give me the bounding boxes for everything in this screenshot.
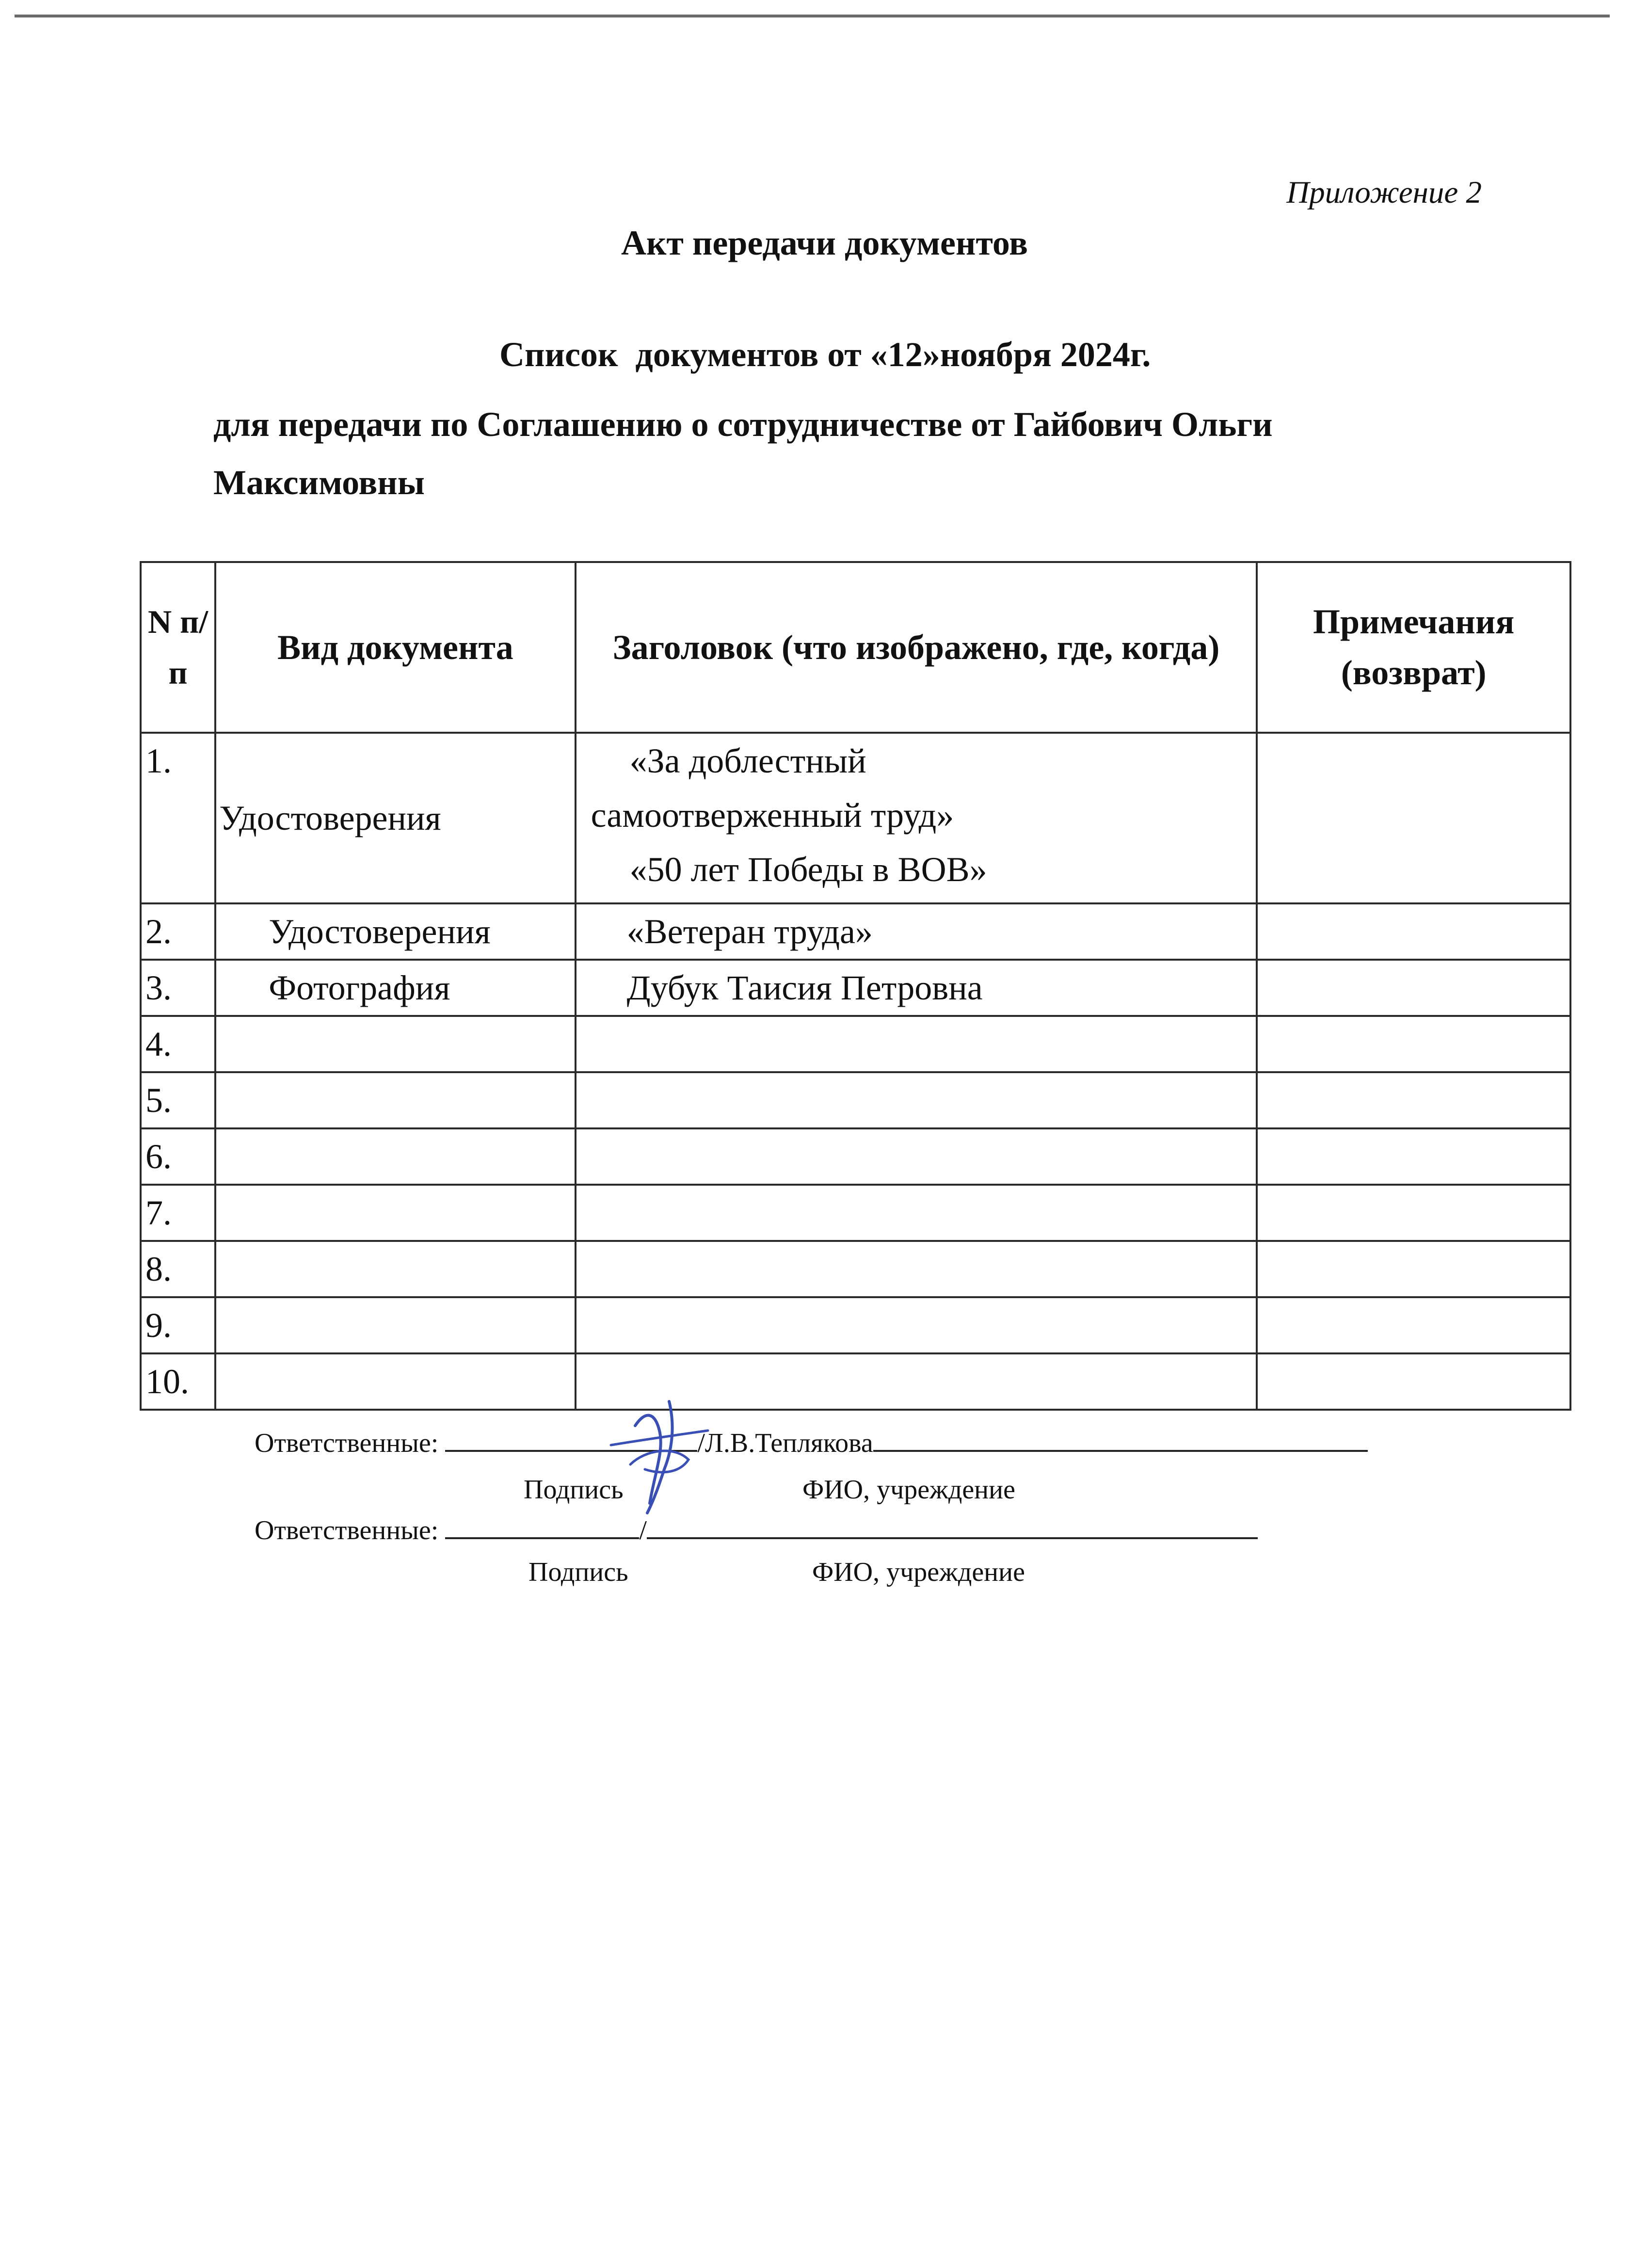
fio-blank xyxy=(647,1512,1258,1539)
header-kind: Вид документа xyxy=(215,562,575,733)
cell-notes xyxy=(1257,1128,1570,1185)
cell-number: 4. xyxy=(141,1016,215,1072)
documents-table-wrapper xyxy=(139,560,1571,1433)
cell-notes xyxy=(1257,1016,1570,1072)
fio-caption: ФИО, учреждение xyxy=(812,1557,1025,1587)
cell-number: 7. xyxy=(141,1185,215,1241)
cell-number: 6. xyxy=(141,1128,215,1185)
documents-table xyxy=(140,561,1571,1411)
fio-blank xyxy=(873,1425,1368,1452)
cell-title xyxy=(576,1072,1257,1128)
cell-title xyxy=(576,1185,1257,1241)
cell-notes xyxy=(1257,1072,1570,1128)
responsible-label: Ответственные: xyxy=(255,1515,439,1545)
slash: / xyxy=(639,1515,647,1545)
cell-number: 9. xyxy=(141,1297,215,1353)
responsible-line-2 xyxy=(255,1512,1258,1546)
header-number: N п/ п xyxy=(141,562,215,733)
cell-number: 10. xyxy=(141,1353,215,1410)
cell-number: 3. xyxy=(141,960,215,1016)
cell-title xyxy=(576,1297,1257,1353)
cell-title xyxy=(576,733,1257,903)
table-header-row xyxy=(141,562,1570,733)
list-title: Список документов от «12»ноября 2024г. xyxy=(499,335,1151,374)
cell-number: 8. xyxy=(141,1241,215,1297)
cell-number: 1. xyxy=(141,733,215,903)
table-row xyxy=(141,1016,1570,1072)
table-row xyxy=(141,1241,1570,1297)
cell-title xyxy=(576,1016,1257,1072)
cell-kind xyxy=(215,1185,575,1241)
cell-title-line: «50 лет Победы в ВОВ» xyxy=(629,850,987,889)
table-row xyxy=(141,1072,1570,1128)
fio-caption: ФИО, учреждение xyxy=(802,1475,1015,1505)
header-title: Заголовок (что изображено, где, когда) xyxy=(576,562,1257,733)
cell-kind: Удостоверения xyxy=(215,903,575,960)
cell-title xyxy=(576,1241,1257,1297)
table-row xyxy=(141,903,1570,960)
list-purpose: для передачи по Соглашению о сотрудничестве от Гайбович Ольги Максимовны xyxy=(213,405,1273,502)
cell-kind xyxy=(215,1072,575,1128)
signature-caption: Подпись xyxy=(524,1475,624,1505)
cell-notes xyxy=(1257,903,1570,960)
cell-title-line: «За доблестный xyxy=(629,741,866,780)
cell-notes xyxy=(1257,1241,1570,1297)
cell-kind xyxy=(215,1241,575,1297)
table-row xyxy=(141,733,1570,903)
cell-notes xyxy=(1257,960,1570,1016)
responsible-name: /Л.В.Теплякова xyxy=(697,1428,873,1458)
responsible-label: Ответственные: xyxy=(255,1428,439,1458)
cell-kind: Удостоверения xyxy=(215,733,575,903)
table-row xyxy=(141,960,1570,1016)
appendix-label: Приложение 2 xyxy=(1286,175,1482,210)
cell-title: Дубук Таисия Петровна xyxy=(576,960,1257,1016)
cell-notes xyxy=(1257,1353,1570,1410)
cell-kind xyxy=(215,1016,575,1072)
responsible-line-1 xyxy=(255,1425,1368,1459)
cell-title-line: самоотверженный труд» xyxy=(591,796,954,835)
cell-notes xyxy=(1257,1297,1570,1353)
table-row xyxy=(141,1128,1570,1185)
cell-title: «Ветеран труда» xyxy=(576,903,1257,960)
cell-notes xyxy=(1257,733,1570,903)
scan-edge-line xyxy=(15,15,1610,17)
table-row xyxy=(141,1185,1570,1241)
handwritten-signature xyxy=(601,1392,718,1518)
cell-kind xyxy=(215,1297,575,1353)
cell-kind: Фотография xyxy=(215,960,575,1016)
cell-kind xyxy=(215,1353,575,1410)
cell-notes xyxy=(1257,1185,1570,1241)
cell-kind xyxy=(215,1128,575,1185)
signature-caption: Подпись xyxy=(528,1557,628,1587)
header-notes: Примечания (возврат) xyxy=(1257,562,1570,733)
document-title: Акт передачи документов xyxy=(621,224,1028,262)
cell-number: 5. xyxy=(141,1072,215,1128)
cell-title xyxy=(576,1128,1257,1185)
table-row xyxy=(141,1297,1570,1353)
table-row xyxy=(141,1353,1570,1410)
cell-number: 2. xyxy=(141,903,215,960)
